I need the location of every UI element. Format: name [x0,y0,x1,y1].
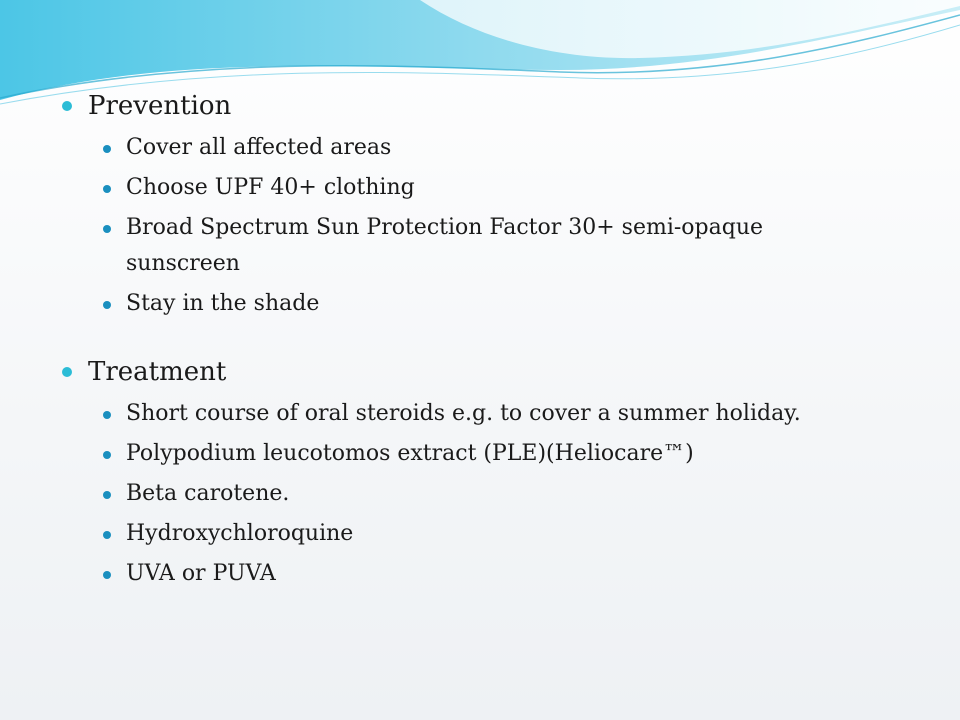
slide-content [60,86,920,592]
bullet-icon [103,301,111,309]
list-item-text: Beta carotene. [126,481,290,506]
section-heading-text: Treatment [88,357,227,387]
bullet-icon [103,145,111,153]
list-item [98,210,920,282]
list-item-text: Hydroxychloroquine [126,521,354,546]
section-heading-text: Prevention [88,91,232,121]
list-item-text: Broad Spectrum Sun Protection Factor 30+ semi-opaque sunscreen [126,215,764,276]
section-heading [60,352,920,392]
list-item [98,130,920,166]
bullet-icon [103,491,111,499]
bullet-icon [103,531,111,539]
bullet-icon [62,367,72,377]
list-item [98,516,920,552]
list-item-text: Short course of oral steroids e.g. to cover a summer holiday. [126,401,801,426]
list-item [98,436,920,472]
list-item-text: Cover all affected areas [126,135,392,160]
bullet-icon [103,571,111,579]
list-item-text: Stay in the shade [126,291,320,316]
list-item-text: UVA or PUVA [126,561,276,586]
list-item [98,556,920,592]
list-item [98,170,920,206]
bullet-icon [103,411,111,419]
bullet-icon [62,101,72,111]
bullet-list [60,130,920,322]
section-spacer [60,322,920,352]
list-item-text: Choose UPF 40+ clothing [126,175,415,200]
bullet-icon [103,185,111,193]
bullet-icon [103,225,111,233]
section-treatment [60,352,920,592]
bullet-list [60,396,920,592]
section-heading [60,86,920,126]
list-item [98,476,920,512]
list-item-text: Polypodium leucotomos extract (PLE)(Heliocare™) [126,441,694,466]
bullet-icon [103,451,111,459]
list-item [98,286,920,322]
section-prevention [60,86,920,322]
list-item [98,396,920,432]
